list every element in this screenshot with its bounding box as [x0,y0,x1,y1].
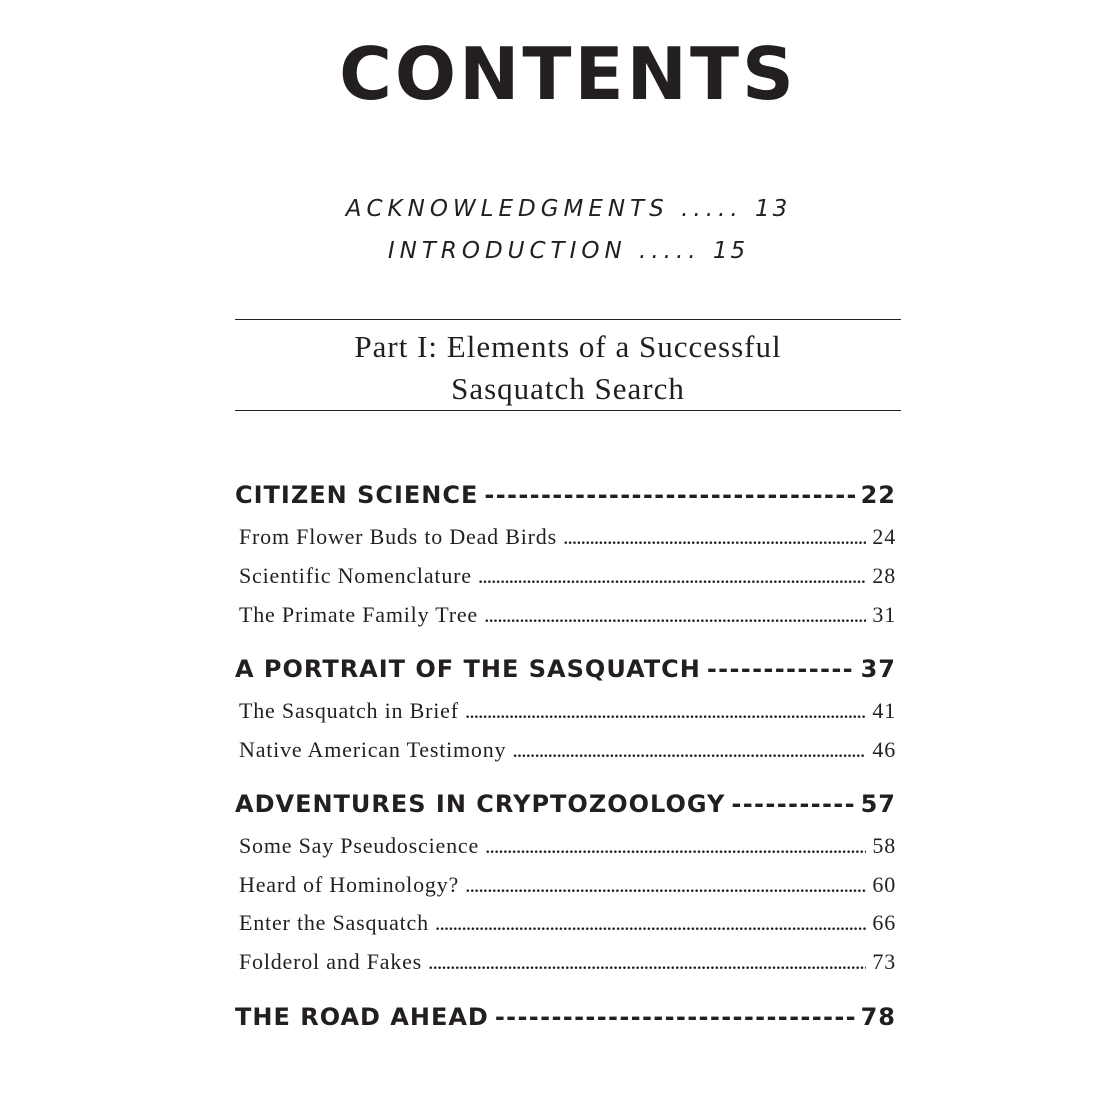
front-matter-label: INTRODUCTION [387,238,627,264]
part-bottom-rule [235,410,901,411]
toc-entry-label: THE ROAD AHEAD [235,1003,489,1031]
toc-leader [484,481,854,509]
toc-entry-label: ADVENTURES IN CRYPTOZOOLOGY [235,790,726,818]
front-matter-dots: ..... [639,238,701,264]
toc-section-row[interactable] [239,833,896,859]
toc-entry-page: 66 [872,910,896,935]
toc-entry-page: 57 [860,790,896,818]
toc-entry-page: 58 [872,833,896,858]
toc-leader [707,655,855,683]
toc-entry-page: 60 [872,872,896,897]
toc-entry-page: 24 [872,524,896,549]
toc-entry-page: 22 [860,481,896,509]
front-matter-label: ACKNOWLEDGMENTS [345,196,669,222]
toc-section-row[interactable] [239,602,896,628]
toc-section-row[interactable] [239,563,896,589]
toc-leader [512,737,866,763]
front-matter-acknowledgments[interactable] [0,198,1101,221]
toc-entry-page: 46 [872,737,896,762]
part-heading [235,326,901,410]
toc-entry-label: Native American Testimony [239,737,507,762]
toc-leader [428,949,866,975]
toc-chapter-citizen-science[interactable] [235,481,896,509]
part-heading-line2: Sasquatch Search [451,371,685,406]
toc-entry-label: Enter the Sasquatch [239,910,429,935]
front-matter-dots: ..... [681,196,743,222]
toc-leader [563,524,866,550]
toc-entry-page: 73 [872,949,896,974]
toc-leader [478,563,867,589]
toc-entry-label: Scientific Nomenclature [239,563,472,588]
page-title: CONTENTS [339,32,797,116]
front-matter-page: 15 [712,238,749,264]
toc-leader [435,910,866,936]
toc-leader [495,1003,855,1031]
toc-entry-label: The Sasquatch in Brief [239,698,459,723]
part-top-rule [235,319,901,320]
toc-section-row[interactable] [239,872,896,898]
toc-entry-label: Some Say Pseudoscience [239,833,480,858]
toc-section-row[interactable] [239,524,896,550]
toc-leader [484,602,866,628]
toc-entry-label: From Flower Buds to Dead Birds [239,524,557,549]
toc-section-row[interactable] [239,949,896,975]
toc-entry-page: 41 [872,698,896,723]
toc-entry-label: The Primate Family Tree [239,602,478,627]
toc-entry-label: CITIZEN SCIENCE [235,481,479,509]
toc-entry-label: A PORTRAIT OF THE SASQUATCH [235,655,701,683]
front-matter-page: 13 [754,196,791,222]
toc-leader [731,790,854,818]
toc-entry-page: 37 [860,655,896,683]
toc-section-row[interactable] [239,737,896,763]
toc-leader [465,872,866,898]
toc-leader [485,833,866,859]
toc-chapter-cryptozoology[interactable] [235,790,896,818]
toc-section-row[interactable] [239,698,896,724]
toc-chapter-portrait[interactable] [235,655,896,683]
toc-entry-page: 31 [872,602,896,627]
toc-entry-label: Heard of Hominology? [239,872,460,897]
toc-entry-page: 78 [860,1003,896,1031]
toc-chapter-road-ahead[interactable] [235,1003,896,1031]
toc-entry-label: Folderol and Fakes [239,949,423,974]
front-matter-introduction[interactable] [0,240,1101,263]
toc-entry-page: 28 [872,563,896,588]
toc-leader [465,698,867,724]
part-heading-line1: Part I: Elements of a Successful [354,329,782,364]
toc-section-row[interactable] [239,910,896,936]
